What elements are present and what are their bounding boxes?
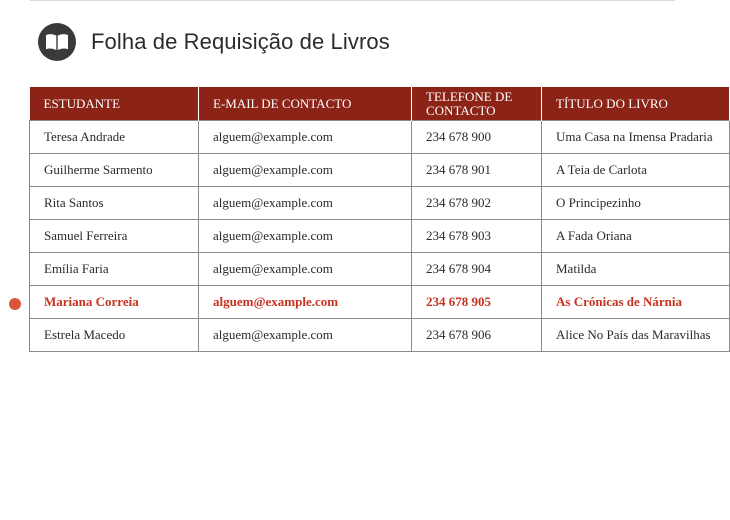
cell-student[interactable]: Estrela Macedo [30, 319, 199, 352]
cell-email[interactable]: alguem@example.com [199, 319, 412, 352]
requisition-table [29, 87, 713, 355]
cell-student[interactable]: Emília Faria [30, 253, 199, 286]
top-divider [30, 0, 675, 1]
cell-student[interactable]: Rita Santos [30, 187, 199, 220]
cell-phone[interactable]: 234 678 904 [412, 253, 542, 286]
table-row[interactable] [30, 220, 730, 253]
table-row[interactable] [30, 253, 730, 286]
cell-phone[interactable]: 234 678 906 [412, 319, 542, 352]
cell-book-title[interactable]: O Principezinho [542, 187, 730, 220]
table-row[interactable] [30, 187, 730, 220]
cell-email[interactable]: alguem@example.com [199, 253, 412, 286]
cell-phone[interactable]: 234 678 902 [412, 187, 542, 220]
cell-book-title[interactable]: A Teia de Carlota [542, 154, 730, 187]
table-header-row [30, 87, 730, 121]
open-book-icon [38, 23, 76, 61]
cell-phone[interactable]: 234 678 905 [412, 286, 542, 319]
cell-email[interactable]: alguem@example.com [199, 286, 412, 319]
column-header-email[interactable]: E-MAIL DE CONTACTO [199, 87, 412, 121]
cell-email[interactable]: alguem@example.com [199, 121, 412, 154]
cell-book-title[interactable]: Uma Casa na Imensa Pradaria [542, 121, 730, 154]
column-header-book-title[interactable]: TÍTULO DO LIVRO [542, 87, 730, 121]
cell-student[interactable]: Samuel Ferreira [30, 220, 199, 253]
cell-book-title[interactable]: As Crónicas de Nárnia [542, 286, 730, 319]
table-row-highlighted[interactable] [30, 286, 730, 319]
page-header [38, 23, 390, 61]
cell-phone[interactable]: 234 678 900 [412, 121, 542, 154]
cell-student[interactable]: Mariana Correia [30, 286, 199, 319]
cell-student[interactable]: Teresa Andrade [30, 121, 199, 154]
cell-student[interactable]: Guilherme Sarmento [30, 154, 199, 187]
selected-row-marker [9, 298, 21, 310]
cell-book-title[interactable]: Alice No País das Maravilhas [542, 319, 730, 352]
cell-phone[interactable]: 234 678 901 [412, 154, 542, 187]
table-row[interactable] [30, 121, 730, 154]
cell-email[interactable]: alguem@example.com [199, 220, 412, 253]
column-header-phone[interactable]: TELEFONE DE CONTACTO [412, 87, 542, 121]
cell-phone[interactable]: 234 678 903 [412, 220, 542, 253]
table-row[interactable] [30, 319, 730, 352]
cell-book-title[interactable]: A Fada Oriana [542, 220, 730, 253]
table-row[interactable] [30, 154, 730, 187]
cell-book-title[interactable]: Matilda [542, 253, 730, 286]
cell-email[interactable]: alguem@example.com [199, 154, 412, 187]
page-title: Folha de Requisição de Livros [91, 29, 390, 54]
cell-email[interactable]: alguem@example.com [199, 187, 412, 220]
column-header-student[interactable]: ESTUDANTE [30, 87, 199, 121]
